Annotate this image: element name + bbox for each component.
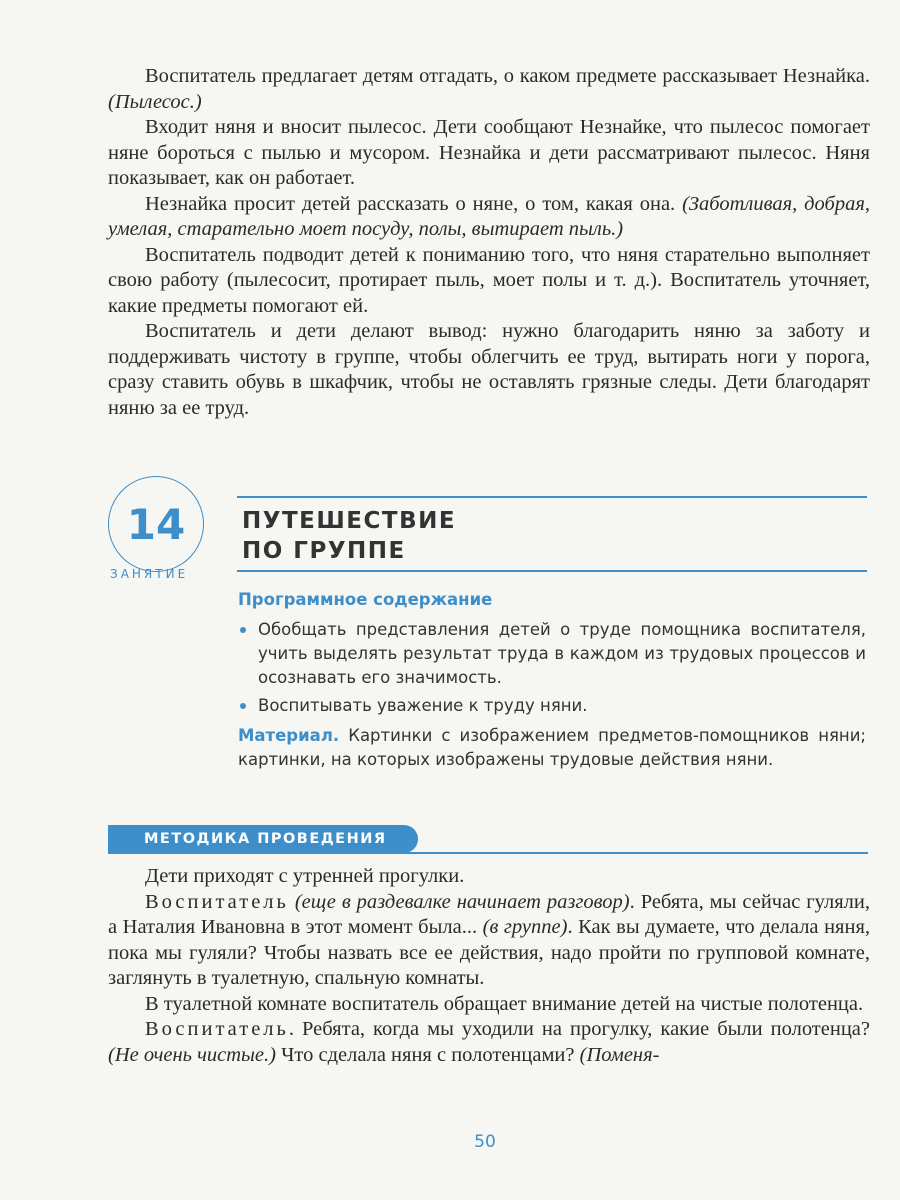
italic-remark: (Не очень чистые.) bbox=[108, 1043, 276, 1066]
lesson-title-line-2: ПО ГРУППЕ bbox=[242, 538, 406, 564]
material-label: Материал. bbox=[238, 726, 340, 745]
title-divider-top bbox=[237, 496, 867, 498]
top-text-block bbox=[108, 64, 870, 421]
program-bullet-text: Обобщать представления детей о труде помощника воспитателя, учить выделять результат труда в каждом из трудовых процессов и осознавать его значимость. bbox=[258, 620, 866, 687]
paragraph bbox=[108, 890, 870, 992]
italic-remark: (в группе) bbox=[482, 916, 568, 938]
paragraph bbox=[108, 992, 870, 1018]
bullet-dot-icon bbox=[240, 703, 246, 709]
lesson-title bbox=[242, 506, 842, 566]
lesson-word: ЗАНЯТИЕ bbox=[110, 567, 189, 581]
italic-remark: (еще в раздевалке начинает разговор) bbox=[294, 890, 630, 913]
text-run: . Ребята, когда мы уходили на прогулку, какие были полотенца? bbox=[288, 1018, 870, 1040]
text-run: Входит няня и вносит пылесос. Дети сообщают Незнайке, что пылесос помогает няне бороться с пылью и мусором. Незнайка и дети рассматривают пылесос. Няня показывает, как он работает. bbox=[108, 116, 870, 189]
text-run: . Ребята, мы сейчас гуляли, а Наталия Ивановна в этот момент была... bbox=[108, 890, 870, 938]
text-run: Воспитатель подводит детей к пониманию того, что няня старательно выполняет свою работу (пылесосит, протирает пыль, моет полы и т. д.). Воспитатель уточняет, какие предметы помогают ей. bbox=[108, 243, 870, 317]
text-run: . Как вы думаете, что делала няня, пока мы гуляли? Чтобы назвать все ее действия, надо пройти по групповой комнате, заглянуть в туалетную, спальную комнаты. bbox=[108, 916, 871, 989]
text-run: Дети приходят с утренней прогулки. bbox=[145, 865, 465, 887]
lesson-number-badge bbox=[108, 476, 204, 572]
paragraph bbox=[108, 243, 870, 320]
text-run: Воспитатель и дети делают вывод: нужно благодарить няню за заботу и поддерживать чистоту в группе, чтобы облегчить ее труд, вытирать ноги у порога, сразу ставить обувь в шкафчик, чтобы не оставлять грязные следы. Дети благодарят няню за ее труд. bbox=[108, 320, 870, 419]
method-heading-bar bbox=[108, 825, 418, 853]
page-number: 50 bbox=[474, 1132, 496, 1152]
italic-remark: (Пылесос.) bbox=[108, 90, 202, 113]
text-run: Незнайка просит детей рассказать о няне, о том, какая она. bbox=[145, 192, 683, 215]
speaker-label: Воспитатель bbox=[145, 1018, 289, 1040]
bullet-dot-icon bbox=[240, 627, 246, 633]
italic-remark: (Поменя- bbox=[579, 1043, 660, 1066]
paragraph bbox=[108, 1017, 870, 1068]
method-text-block bbox=[108, 864, 870, 1068]
program-bullet bbox=[238, 618, 866, 690]
text-run: В туалетной комнате воспитатель обращает внимание детей на чистые полотенца. bbox=[145, 992, 864, 1015]
italic-remark: (Заботливая, добрая, умелая, старательно моет посуду, полы, вытирает пыль.) bbox=[108, 192, 870, 240]
program-heading: Программное содержание bbox=[238, 590, 493, 609]
paragraph bbox=[108, 64, 870, 115]
method-heading: МЕТОДИКА ПРОВЕДЕНИЯ bbox=[144, 831, 387, 847]
lesson-title-line-1: ПУТЕШЕСТВИЕ bbox=[242, 508, 457, 534]
program-bullet bbox=[238, 694, 866, 718]
text-run: Воспитатель предлагает детям отгадать, о каком предмете рассказывает Незнайка. bbox=[145, 65, 870, 87]
paragraph bbox=[108, 864, 870, 890]
paragraph bbox=[108, 192, 870, 243]
method-divider bbox=[108, 852, 868, 854]
title-divider-bottom bbox=[237, 570, 867, 572]
paragraph bbox=[108, 115, 870, 192]
program-bullet-text: Воспитывать уважение к труду няни. bbox=[258, 696, 588, 715]
text-run: Что сделала няня с полотенцами? bbox=[275, 1043, 580, 1066]
lesson-number: 14 bbox=[126, 499, 186, 549]
material-text: Картинки с изображением предметов-помощников няни; картинки, на которых изображены трудовые действия няни. bbox=[238, 726, 866, 769]
paragraph bbox=[108, 319, 870, 421]
program-content bbox=[238, 588, 866, 772]
speaker-label: Воспитатель bbox=[145, 890, 289, 913]
material-paragraph bbox=[238, 724, 866, 772]
